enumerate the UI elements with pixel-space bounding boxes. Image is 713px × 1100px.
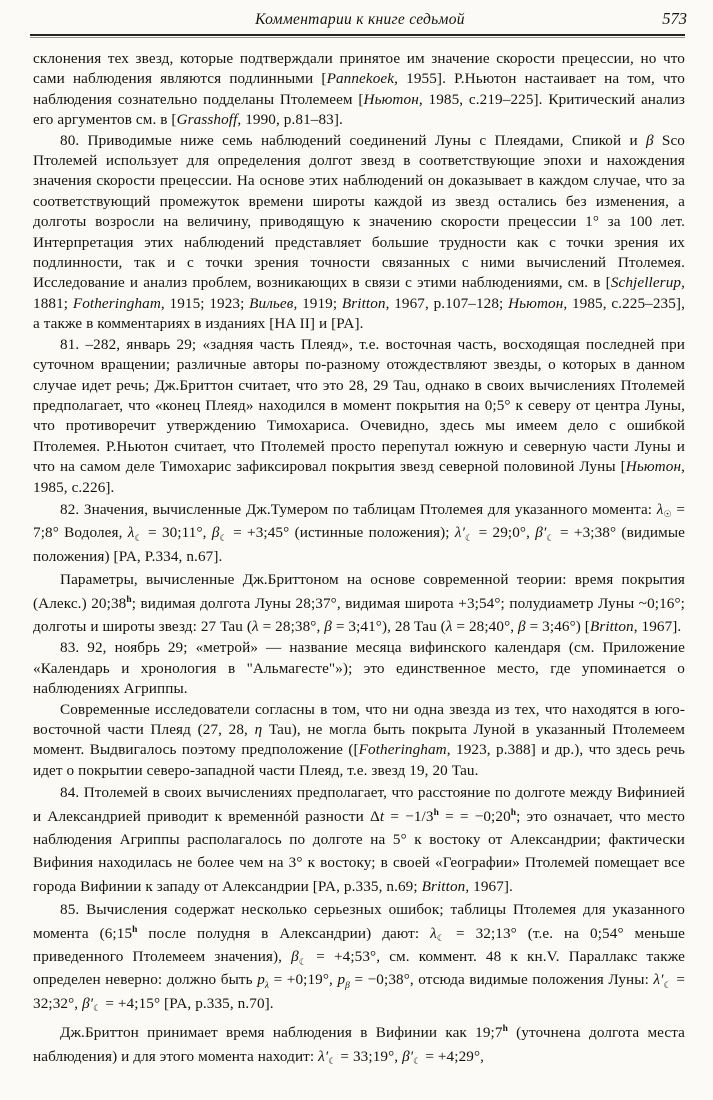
run-i: t bbox=[379, 807, 385, 825]
run-i: Grasshoff bbox=[176, 111, 238, 129]
run-sub: ☾ bbox=[413, 1057, 422, 1068]
run-i: Fotheringham bbox=[358, 741, 447, 759]
run-sub: ☾ bbox=[134, 533, 143, 544]
run-sub: ☾ bbox=[93, 1004, 102, 1015]
run-sup: h bbox=[502, 1024, 508, 1035]
run-sup: h bbox=[510, 807, 517, 818]
run-i: Ньютон bbox=[508, 294, 564, 312]
header-rule bbox=[30, 34, 685, 38]
run-i: p bbox=[257, 971, 265, 989]
run-i: β bbox=[518, 617, 526, 635]
run-i: β bbox=[211, 524, 220, 542]
run-sup: h bbox=[126, 594, 132, 605]
run-i: Ньютон bbox=[363, 90, 419, 108]
run-i: Britton bbox=[589, 617, 634, 635]
run-i: Fotheringham bbox=[72, 294, 161, 312]
run-i: β′ bbox=[535, 524, 547, 542]
run-i: η bbox=[254, 721, 263, 738]
run-sub: ☾ bbox=[298, 957, 308, 968]
run-i: β′ bbox=[82, 994, 94, 1012]
run-sub: ☾ bbox=[546, 533, 555, 544]
run-sub: ☉ bbox=[663, 510, 672, 521]
paragraph-5: Параметры, вычисленные Дж.Бриттоном на основе современной теории: время покрытия (Алекс.) 20;38$^h$; видимая долгота Луны 28;37°, видимая широта +3;54°; полудиаметр Луны ~0;16°; долготы и широты звезд: 27 Tau (λ = 28;38°, β = 3;41°), 28 Tau (λ = 28;40°, β = 3;46°) [Britton, 1967]. bbox=[33, 571, 685, 635]
run-i: λ bbox=[127, 524, 135, 542]
paragraph-2: 80. Приводимые ниже семь наблюдений соединений Луны с Плеядами, Спикой и β Sco Птолемей использует для определения долгот звезд в соответствующие эпохи и нахождения значения скорости прецессии. На основе этих наблюдений он доказывает в каждом случае, что за соответствующий промежуток времени широты каждой из звезд остались без изменения, а долготы возросли на величину, приводящую к значению скорости прецессии 1° за 100 лет. Интерпретация этих наблюдений представляет большие трудности как с точки зрения их подлинности, так и с точки зрения точности связанных с ними вычислений Птолемея. Исследование и анализ проблем, возникающих в связи с этими наблюдениями, см. в [Schjellerup, 1881; Fotheringham, 1915; 1923; Вильев, 1919; Britton, 1967, p.107–128; Ньютон, 1985, с.225–235], а также в комментариях в изданиях [HA II] и [PA]. bbox=[33, 131, 685, 333]
run-i: Pannekoek bbox=[326, 70, 395, 88]
run-subi: λ bbox=[264, 981, 270, 992]
run-sub: ☾ bbox=[219, 533, 228, 544]
run-sup: h bbox=[433, 807, 439, 818]
run-sub: ☾ bbox=[663, 980, 672, 991]
run-i: β′ bbox=[402, 1047, 414, 1065]
run-i: Ньютон bbox=[625, 458, 682, 476]
run-i: λ′ bbox=[454, 524, 466, 542]
run-i: λ bbox=[252, 617, 259, 635]
paragraph-1: склонения тех звезд, которые подтверждали принятое им значение скорости прецессии, но что сами наблюдения являются подлинными [Pannekoek, 1955]. Р.Ньютон настаивает на том, что наблюдения сознательно подделаны Птолемеем [Ньютон, 1985, с.219–225]. Критический анализ его аргументов см. в [Grasshoff, 1990, p.81–83]. bbox=[33, 50, 686, 129]
run-i: β bbox=[645, 131, 654, 149]
run-i: λ bbox=[430, 924, 437, 942]
run-sub: ☾ bbox=[465, 533, 474, 544]
run-i: Schjellerup bbox=[610, 274, 682, 292]
run-subi: β bbox=[345, 981, 350, 992]
run-i: Вильев bbox=[249, 294, 294, 312]
paragraph-8: 84. Птолемей в своих вычислениях предполагает, что расстояние по долготе между Вифинией и Александрией приводит к временнóй разности $\Delta t = -1/3^h$ = = $-0;20^h$; это означает, что место наблюдения Агриппы располагалось по долготе на 5° к востоку от Александрии; фактически Вифиния находилась не более чем на 3° к востоку; в своей «Географии» Птолемей помещает все города Вифинии к западу от Александрии [PA, p.335, n.69; Britton, 1967]. bbox=[33, 784, 685, 895]
run-sup: h bbox=[132, 924, 138, 935]
paragraph-10: Дж.Бриттон принимает время наблюдения в Вифинии как 19;7$^h$ (уточнена долгота места наблюдения) и для этого момента находит: $\lambda'_☾$ = 33;19°, $\beta'_☾$ = +4;29°, bbox=[33, 1024, 686, 1068]
paragraph-7: Современные исследователи согласны в том, что ни одна звезда из тех, что находятся в юго-восточной части Плеяд (27, 28, η Tau), не могла быть покрыта Луной в указанный Птолемеем момент. Выдвигалось поэтому предположение ([Fotheringham, 1923, p.388] и др.), что здесь речь идет о покрытии северо-западной части Плеяд, т.е. звезд 19, 20 Tau. bbox=[33, 700, 686, 779]
run-i: λ bbox=[445, 617, 453, 635]
paragraph-4: 82. Значения, вычисленные Дж.Тумером по таблицам Птолемея для указанного момента: $\lambda_☉$ = 7;8° Водолея, $\lambda_☾$ = 30;11°, $\beta_☾$ = +3;45° (истинные положения); $\lambda'_☾$ = 29;0°, $\beta'_☾$ = +3;38° (видимые положения) [PA, P.334, n.67]. bbox=[33, 500, 686, 565]
run-i: β bbox=[291, 948, 299, 966]
paragraph-6: 83. 92, ноябрь 29; «метрой» — название месяца вифинского календаря (см. Приложение «Календарь и хронология в "Альмагесте"»); это единственное место, где упоминается о наблюдениях Агриппы. bbox=[33, 639, 685, 698]
run-sub: ☾ bbox=[328, 1057, 337, 1068]
page-number: 573 bbox=[662, 9, 687, 28]
run-i: λ bbox=[656, 500, 664, 518]
run-i: β bbox=[324, 617, 332, 635]
paragraph-9: 85. Вычисления содержат несколько серьезных ошибок; таблицы Птолемея для указанного момента (6;15$^h$ после полудня в Александрии) дают: $\lambda_☾$ = 32;13° (т.е. на 0;54° меньше приведенного Птолемеем значения), $\beta_☾$ = +4;53°, см. коммент. 48 к кн.V. Параллакс также определен неверно: должно быть $p_\lambda$ = +0;19°, $p_\beta$ = −0;38°, отсюда видимые положения Луны: $\lambda'_☾$ = 32;32°, $\beta'_☾$ = +4;15° [PA, p.335, n.70]. bbox=[33, 901, 685, 1015]
run-i: Britton bbox=[421, 877, 466, 895]
running-head bbox=[33, 9, 687, 29]
text-body bbox=[33, 49, 685, 1068]
run-i: p bbox=[337, 971, 346, 989]
running-head-title: Комментарии к книге седьмой bbox=[255, 11, 465, 28]
run-i: Britton bbox=[341, 294, 386, 312]
run-i: λ′ bbox=[318, 1047, 329, 1065]
run-sub: ☾ bbox=[436, 934, 446, 945]
run-i: λ′ bbox=[653, 971, 664, 989]
paragraph-3: 81. –282, январь 29; «задняя часть Плеяд», т.е. восточная часть, восходящая последней при суточном вращении; различные авторы по-разному отождествляют звезды, о которых в данном случае идет речь; Дж.Бриттон считает, что это 28, 29 Tau, однако в своих вычислениях Птолемей предполагает, что «конец Плеяд» находился в момент покрытия на 0;5° к северу от центра Луны, что противоречит утверждению Тимохариса. Очевидно, здесь мы имеем дело с ошибкой Птолемея. Р.Ньютон считает, что Птолемей просто перепутал южную и северную части Луны и что на самом деле Тимохарис зафиксировал покрытия звезд северной половиной Луны [Ньютон, 1985, с.226]. bbox=[33, 335, 685, 496]
